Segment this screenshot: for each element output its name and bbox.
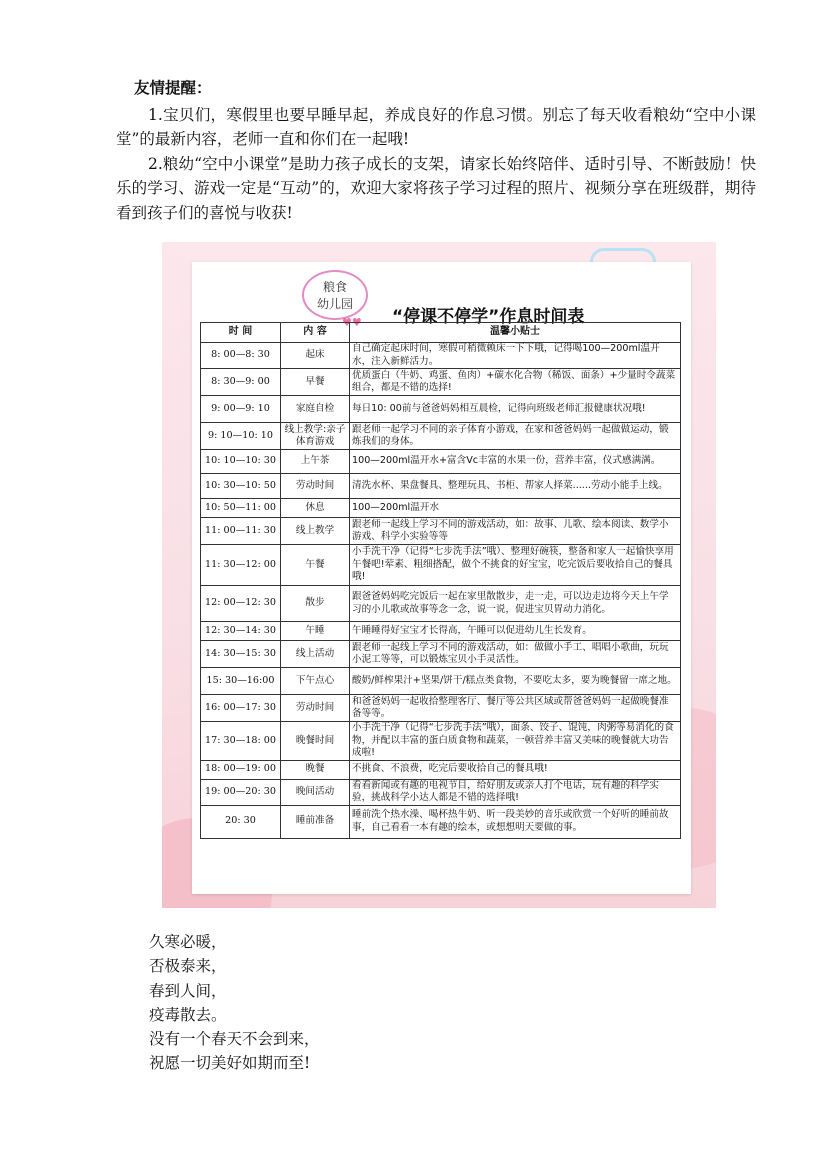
table-row: [201, 641, 681, 668]
schedule-poster: [162, 242, 716, 908]
row-tip: 优质蛋白（牛奶、鸡蛋、鱼肉）+碳水化合物（稀饭、面条）+少量时令蔬菜组合，都是不错的选择!: [350, 369, 681, 396]
row-time: 14: 30—15: 30: [201, 641, 281, 668]
row-content: 午睡: [281, 622, 350, 641]
row-tip: 睡前洗个热水澡、喝杯热牛奶、听一段美妙的音乐或欣赏一个好听的睡前故事，自己看看一本有趣的绘本，或想想明天要做的事。: [350, 805, 681, 838]
row-tip: 跟老师一起学习不同的亲子体育小游戏，在家和爸爸妈妈一起做做运动，锻炼我们的身体。: [350, 423, 681, 450]
row-content: 下午点心: [281, 668, 350, 695]
row-content: 线上教学: [281, 518, 350, 545]
row-time: 11: 30—12: 00: [201, 545, 281, 586]
table-row: [201, 423, 681, 450]
row-time: 9: 10—10: 10: [201, 423, 281, 450]
row-tip: 每日10: 00前与爸爸妈妈相互晨检，记得向班级老师汇报健康状况哦!: [350, 396, 681, 423]
table-row: [201, 369, 681, 396]
row-tip: 跟老师一起线上学习不同的游戏活动，如：做做小手工、唱唱小歌曲，玩玩小泥工等等，可以锻炼宝贝小手灵活性。: [350, 641, 681, 668]
row-time: 17: 30—18: 00: [201, 722, 281, 761]
poem-line: 没有一个春天不会到来，: [149, 1030, 320, 1049]
row-time: 18: 00—19: 00: [201, 760, 281, 779]
table-row: [201, 343, 681, 369]
row-content: 上午茶: [281, 450, 350, 474]
row-tip: 不挑食、不浪费，吃完后要收拾自己的餐具哦!: [350, 760, 681, 779]
row-time: 19: 00—20: 30: [201, 779, 281, 805]
table-row: [201, 668, 681, 695]
row-time: 12: 00—12: 30: [201, 586, 281, 622]
row-content: 线上教学:亲子体育游戏: [281, 423, 350, 450]
row-content: 劳动时间: [281, 695, 350, 722]
row-time: 20: 30: [201, 805, 281, 838]
table-row: [201, 518, 681, 545]
table-row: [201, 695, 681, 722]
poem-line: 否极泰来，: [149, 957, 227, 976]
table-row: [201, 396, 681, 423]
table-row: [201, 586, 681, 622]
row-time: 9: 00—9: 10: [201, 396, 281, 423]
row-tip: 自己确定起床时间，寒假可稍微赖床一下下哦，记得喝100—200ml温开水，注入新鲜活力。: [350, 343, 681, 369]
reminder-title: 友情提醒：: [134, 78, 212, 97]
row-content: 休息: [281, 499, 350, 518]
row-time: 12: 30—14: 30: [201, 622, 281, 641]
header-content: 内 容: [281, 323, 350, 343]
header-tips: 温馨小贴士: [350, 323, 681, 343]
poster-title: “停课不停学”作息时间表: [392, 307, 585, 327]
row-tip: 100—200ml温开水: [350, 499, 681, 518]
row-tip: 清洗水杯、果盘餐具、整理玩具、书柜、帮家人择菜......劳动小能手上线。: [350, 474, 681, 499]
logo-line-2: 幼儿园: [316, 297, 353, 311]
table-row: [201, 779, 681, 805]
table-row: [201, 622, 681, 641]
row-time: 15: 30—16:00: [201, 668, 281, 695]
poem-line: 祝愿一切美好如期而至!: [149, 1054, 311, 1073]
row-content: 散步: [281, 586, 350, 622]
row-time: 10: 50—11: 00: [201, 499, 281, 518]
reminder-section: [116, 76, 756, 225]
row-content: 晚间活动: [281, 779, 350, 805]
row-time: 8: 30—9: 00: [201, 369, 281, 396]
poem-line: 久寒必暖，: [149, 933, 227, 951]
schedule-table: [200, 322, 681, 839]
row-tip: 小手洗干净（记得“七步洗手法”哦），面条、饺子、馄饨，肉粥等易消化的食物，并配以丰富的蛋白质食物和蔬菜，一顿营养丰富又美味的晚餐就大功告成啦!: [350, 722, 681, 761]
closing-poem: [149, 930, 320, 1076]
row-tip: 酸奶/鲜榨果汁+坚果/饼干/糕点类食物，不要吃太多，要为晚餐留一席之地。: [350, 668, 681, 695]
row-content: 起床: [281, 343, 350, 369]
logo-line-1: 粮食: [322, 280, 347, 294]
table-header-row: [201, 323, 681, 343]
row-time: 10: 30—10: 50: [201, 474, 281, 499]
poem-line: 疫毒散去。: [149, 1005, 227, 1024]
row-content: 家庭自检: [281, 396, 350, 423]
row-time: 8: 00—8: 30: [201, 343, 281, 369]
row-time: 11: 00—11: 30: [201, 518, 281, 545]
table-row: [201, 450, 681, 474]
row-content: 午餐: [281, 545, 350, 586]
table-row: [201, 805, 681, 838]
reminder-item-2: 2.粮幼“空中小课堂”是助力孩子成长的支架，请家长始终陪伴、适时引导、不断鼓励！快乐的学习、游戏一定是“互动”的，欢迎大家将孩子学习过程的照片、视频分享在班级群，期待看到孩子们的喜悦与收获!: [116, 154, 756, 222]
reminder-item-1: 1.宝贝们，寒假里也要早睡早起，养成良好的作息习惯。别忘了每天收看粮幼“空中小课堂”的最新内容，老师一直和你们在一起哦!: [116, 105, 756, 148]
table-row: [201, 722, 681, 761]
poem-line: 春到人间，: [149, 981, 227, 1000]
heart-icon: ♥♥: [342, 316, 362, 329]
row-tip: 100—200ml温开水+富含Vc丰富的水果一份，营养丰富，仪式感满满。: [350, 450, 681, 474]
row-content: 睡前准备: [281, 805, 350, 838]
row-tip: 和爸爸妈妈一起收拾整理客厅、餐厅等公共区域或帮爸爸妈妈一起做晚餐准备等等。: [350, 695, 681, 722]
row-tip: 午睡睡得好宝宝才长得高，午睡可以促进幼儿生长发育。: [350, 622, 681, 641]
kindergarten-logo: [302, 270, 368, 320]
table-row: [201, 474, 681, 499]
table-row: [201, 760, 681, 779]
row-content: 晚餐时间: [281, 722, 350, 761]
row-tip: 小手洗干净（记得“七步洗手法”哦）、整理好碗筷，整备和家人一起愉快享用午餐吧!荤素、粗细搭配，做个不挑食的好宝宝，吃完饭后要收拾自己的餐具哦!: [350, 545, 681, 586]
row-time: 10: 10—10: 30: [201, 450, 281, 474]
row-time: 16: 00—17: 30: [201, 695, 281, 722]
table-row: [201, 499, 681, 518]
row-tip: 看看新闻或有趣的电视节目，给好朋友或亲人打个电话，玩有趣的科学实验，挑战科学小达人都是不错的选择哦!: [350, 779, 681, 805]
row-content: 晚餐: [281, 760, 350, 779]
row-tip: 跟爸爸妈妈吃完饭后一起在家里散散步，走一走，可以边走边将今天上午学习的小儿歌或故事等念一念，说一说，促进宝贝胃动力消化。: [350, 586, 681, 622]
row-content: 早餐: [281, 369, 350, 396]
row-tip: 跟老师一起线上学习不同的游戏活动，如：故事、儿歌、绘本阅读、数学小游戏、科学小实验等等: [350, 518, 681, 545]
row-content: 劳动时间: [281, 474, 350, 499]
table-row: [201, 545, 681, 586]
row-content: 线上活动: [281, 641, 350, 668]
header-time: 时 间: [201, 323, 281, 343]
